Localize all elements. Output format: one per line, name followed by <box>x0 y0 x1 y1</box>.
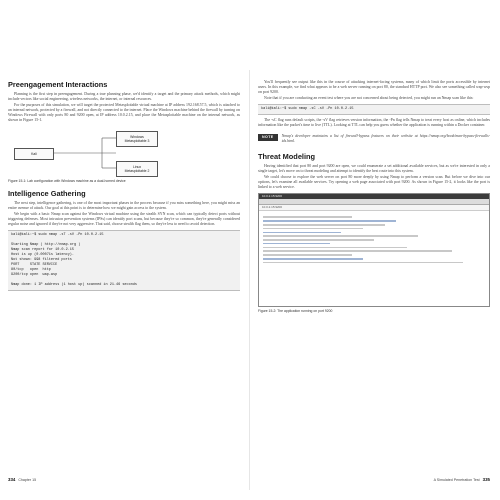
gutter <box>249 70 250 490</box>
note-badge: NOTE <box>258 134 278 141</box>
figure-caption: Figure 15-1: Lab configuration with Windows machine as a dual-homed device <box>8 178 126 183</box>
browser-content <box>259 211 489 268</box>
content-line <box>263 262 463 264</box>
paragraph: We could choose to explore the web server on port 80 more deeply by using Nmap to perform a version scan. But before we dive into our options, let's examine all available services. Try opening a web page associated with port 9200. As shown in Figure 15-2, it looks like the port is linked to a web service. <box>258 174 490 190</box>
right-page <box>258 80 490 490</box>
content-line <box>263 243 330 245</box>
content-line <box>263 239 374 241</box>
paragraph: Note that if you are conducting an event test where you are not concerned about being detected, you might run an Nmap scan like this: <box>264 96 474 101</box>
paragraph: Planning is the first step in preengagement. During a true planning phase, we'd identify a target and the primary attack methods, which might include vectors like social engineering, wireless networks, the internet, or internal resources. <box>8 92 240 102</box>
note-callout <box>258 132 490 146</box>
network-diagram <box>8 127 240 177</box>
content-line <box>263 250 452 252</box>
content-line <box>263 216 352 218</box>
linux-node: Linux Metasploitable 2 <box>116 161 158 177</box>
paragraph: For the purposes of this simulation, we will target the protected Metasploitable virtual machine at IP address 192.168.57.5, which is attached to an internal network, protected by a firewall, and not directly connected to the internet. Place the Windows machine behind the firewall by turning on Windows Firewall with only ports 80 and 9200 open, at IP address 10.0.2.15, and place the Metasploitable machine on the internal network, as shown in Figure 15-1. <box>8 103 240 123</box>
kali-node: Kali <box>14 148 54 160</box>
content-line <box>263 254 352 256</box>
content-line <box>263 232 341 234</box>
content-line <box>263 235 418 237</box>
content-line <box>263 228 363 230</box>
chapter-label: Chapter 15 <box>18 478 37 482</box>
content-line <box>263 224 385 226</box>
paragraph: The next step, intelligence gathering, is one of the most important phases in the process because if you miss something here, you might miss an entire avenue of attack. Our goal at this point is to determine how we might gain access to the system. <box>8 200 240 211</box>
paragraph: The -sC flag runs default scripts, the -sV flag retrieves version information, the -Pn flag tells Nmap to treat every host as online, which includes information like the packet's time to live (TTL). Looking at TTL can help you guess whether the application is running within a Docker container. <box>258 118 490 128</box>
heading-threat-modeling: Threat Modeling <box>258 151 316 161</box>
heading-preengagement: Preengagement Interactions <box>8 80 108 89</box>
heading-intelligence-gathering: Intelligence Gathering <box>8 188 86 198</box>
figure-caption: Figure 15-2: The application running on port 9200 <box>258 309 333 314</box>
right-footer <box>434 477 490 482</box>
note-text: Nmap's developer maintains a list of firewall-bypass features on their website at https://nmap.org/book/man-bypass-firewalls-ids.html. <box>281 133 490 143</box>
left-page <box>8 80 240 490</box>
windows-node: Windows Metasploitable 3 <box>116 131 158 147</box>
content-line <box>263 258 363 260</box>
code-block-nmap-scan: kali@kali:~$ sudo nmap -sT -sV -Pn 10.0.2.15 Starting Nmap ( http://nmap.org ) Nmap scan report for 10.0.2.15 Host is up (0.00071s latency). Not shown: 998 filtered ports PORT STATE SERVICE 80/tcp open http 9200/tcp open wap-wsp Nmap done: 1 IP address (1 host up) scanned in 21.46 seconds <box>8 230 240 291</box>
content-line <box>263 247 407 249</box>
browser-screenshot <box>258 193 490 307</box>
code-block-nmap-default: kali@kali:~$ sudo nmap -sC -sV -Pn 10.0.2.15 <box>258 104 490 115</box>
page-number: 335 <box>482 477 490 482</box>
browser-titlebar: 10.0.2.15:9200 <box>259 194 489 199</box>
book-section-title: A Simulated Penetration Test <box>433 478 480 482</box>
page-number: 334 <box>8 477 16 482</box>
paragraph: We begin with a basic Nmap scan against the Windows virtual machine using the stealth SYN scan, which can typically detect ports without triggering defenses. Most intrusion prevention systems (IPSs) can identify port scans, but because they're so common, they're generally considered regular noise and ignored if they're not very aggressive. That said, choose stealth flag them, so they're less to need to avoid detection. <box>8 212 240 227</box>
browser-url: 10.0.2.15:9200 <box>259 205 489 211</box>
content-line <box>263 220 396 222</box>
paragraph: You'll frequently see output like this in the course of attacking internet-facing systems, many of which limit the ports accessible by internet users. In this example, we find what appears to be a web server running on port 80, the standard HTTP port. We also see something called wap-wsp on port 9200. <box>258 80 490 95</box>
paragraph: Having identified that port 80 and port 9200 are open, we could enumerate a set additional available services, but as we're interested in only a single target, let's move on to threat modeling and attempt to identify the best route into this system. <box>258 163 490 173</box>
left-footer <box>8 477 36 482</box>
